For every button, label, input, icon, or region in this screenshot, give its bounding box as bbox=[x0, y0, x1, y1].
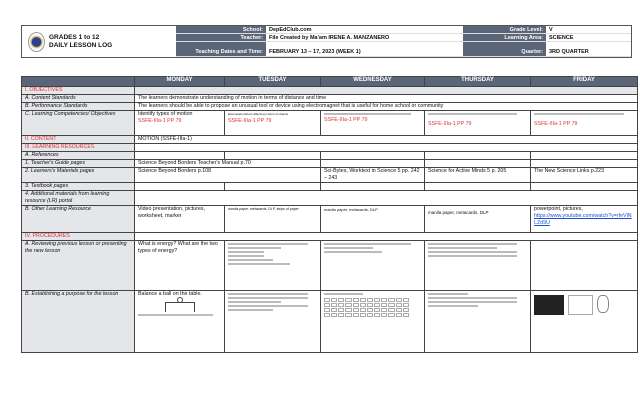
lm-friday: The New Science Links p.223 bbox=[531, 168, 638, 183]
label-learners-materials: 2. Learners's Materials pages bbox=[22, 168, 135, 183]
school-label: School: bbox=[176, 26, 266, 34]
lm-thursday: Science for Active Minds 5 p. 205 bbox=[425, 168, 531, 183]
label-other-resource: B. Other Learning Resource bbox=[22, 206, 135, 233]
label-purpose: B. Establishing a purpose for the lesson bbox=[22, 291, 135, 353]
label-content-standards: A. Content Standards bbox=[22, 95, 135, 103]
day-wednesday: WEDNESDAY bbox=[321, 77, 425, 87]
section-resources: III. LEARNING RESOURCES bbox=[22, 144, 135, 152]
dates-label: Teaching Dates and Time: bbox=[176, 42, 266, 57]
other-tuesday: manila paper, metacards, DLP, strips of paper bbox=[225, 206, 321, 233]
lm-monday: Science Beyond Borders p.108 bbox=[135, 168, 321, 183]
section-content: II. CONTENT bbox=[22, 136, 135, 144]
picture-icon bbox=[534, 295, 564, 315]
label-performance-standards: B. Performance Standards bbox=[22, 103, 135, 111]
review-thursday-worksheet bbox=[425, 241, 531, 291]
day-friday: FRIDAY bbox=[531, 77, 638, 87]
other-thursday: manila paper, metacards, DLP bbox=[425, 206, 531, 233]
label-additional: 4. Additional materials from learning resource (LR) portal bbox=[22, 191, 135, 206]
comp-tuesday: Enumerate factors affecting motion of objects SSFE-IIIa-1 PP 79 bbox=[225, 111, 321, 136]
label-textbook: 3. Textbook pages bbox=[22, 183, 135, 191]
label-competencies: C. Learning Competencies/ Objectives bbox=[22, 111, 135, 136]
day-thursday: THURSDAY bbox=[425, 77, 531, 87]
title-line-2: DAILY LESSON LOG bbox=[49, 41, 113, 49]
quarter-label: Quarter: bbox=[463, 42, 546, 57]
header-block bbox=[21, 25, 632, 58]
day-tuesday: TUESDAY bbox=[225, 77, 321, 87]
other-friday: powerpoint, pictures, https://www.youtube.com/watch?v=rfeVlNLZd9U bbox=[531, 206, 638, 233]
grade-label: Grade Level: bbox=[463, 26, 546, 34]
purpose-thursday-activity bbox=[425, 291, 531, 353]
school-value: DepEdClub.com bbox=[266, 26, 463, 34]
content-standards-text: The learners demonstrate understanding of motion in terms of distance and time bbox=[135, 95, 638, 103]
quarter-value: 3RD QUARTER bbox=[546, 42, 631, 57]
word-search-grid bbox=[321, 291, 425, 353]
grade-value: V bbox=[546, 26, 631, 34]
deped-seal-icon bbox=[28, 32, 45, 52]
review-wednesday-worksheet bbox=[321, 241, 425, 291]
section-objectives: I. OBJECTIVES bbox=[22, 87, 135, 95]
dates-value: FEBRUARY 13 – 17, 2023 (WEEK 1) bbox=[266, 42, 463, 57]
purpose-monday: Balance a ball on the table. bbox=[135, 291, 225, 353]
teacher-value: File Created by Ma'am IRENE A. MANZANERO bbox=[266, 34, 463, 42]
comp-friday: SSFE-IIIa-1 PP 79 bbox=[531, 111, 638, 136]
content-text: MOTION (SSFE-IIIa-1) bbox=[135, 136, 638, 144]
youtube-link[interactable]: https://www.youtube.com/watch?v=rfeVlNLZd9U bbox=[534, 213, 632, 226]
other-monday: Video presentation, pictures, worksheet, marker bbox=[135, 206, 225, 233]
tg-text: Science Beyond Borders Teacher's Manual p.70 bbox=[135, 160, 321, 168]
area-label: Learning Area: bbox=[463, 34, 546, 42]
other-wednesday: manila paper, metacards, DLP bbox=[321, 206, 425, 233]
area-value: SCIENCE bbox=[546, 34, 631, 42]
ball-on-table-icon bbox=[165, 302, 195, 312]
purpose-tuesday-worksheet bbox=[225, 291, 321, 353]
logo-area bbox=[22, 26, 176, 57]
review-tuesday-worksheet bbox=[225, 241, 321, 291]
performance-standards-text: The learners should be able to propose an unusual tool or device using electromagnet that is useful for home school or community bbox=[135, 103, 638, 111]
review-monday: What is energy? What are the two types of energy? bbox=[135, 241, 225, 291]
purpose-friday-pictures bbox=[531, 291, 638, 353]
teacher-label: Teacher: bbox=[176, 34, 266, 42]
label-references: A. References bbox=[22, 152, 135, 160]
day-monday: MONDAY bbox=[135, 77, 225, 87]
label-review: A. Reviewing previous lesson or presenting the new lesson bbox=[22, 241, 135, 291]
title-line-1: GRADES 1 to 12 bbox=[49, 33, 100, 41]
section-procedures: IV. PROCEDURES bbox=[22, 233, 135, 241]
picture-icon bbox=[597, 295, 609, 313]
day-header-row bbox=[22, 77, 638, 87]
lm-wednesday: Sci-Bytes, Worktext in Science 5 pp. 242 – 243 bbox=[321, 168, 425, 183]
comp-monday: Identify types of motion SSFE-IIIa-1 PP 79 bbox=[135, 111, 225, 136]
picture-icon bbox=[568, 295, 593, 315]
comp-wednesday: SSFE-IIIa-1 PP 79 bbox=[321, 111, 425, 136]
label-teachers-guide: 1. Teacher's Guide pages bbox=[22, 160, 135, 168]
comp-thursday: SSFE-IIIa-1 PP 79 bbox=[425, 111, 531, 136]
lesson-log-table bbox=[21, 76, 638, 353]
